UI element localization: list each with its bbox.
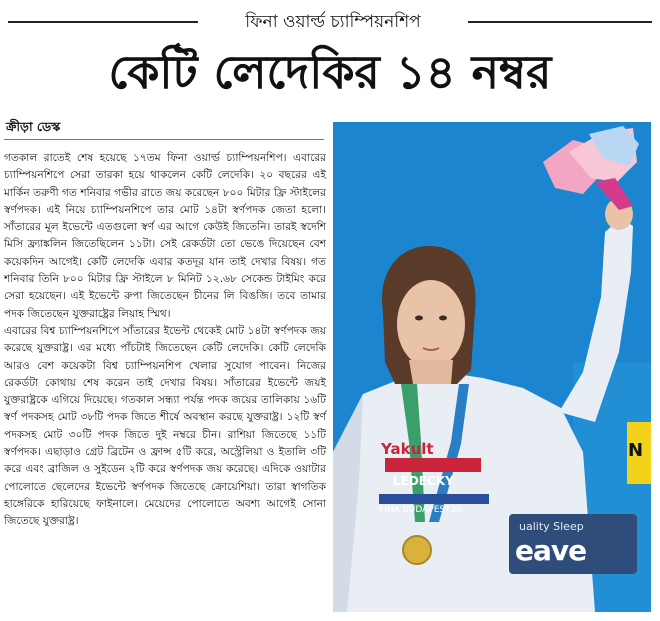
- sponsor-board: [509, 514, 637, 574]
- section-kicker: [0, 10, 660, 34]
- article-paragraph-1: গতকাল রাতেই শেষ হয়েছে ১৭তম ফিনা ওয়ার্ল্ড চ্যাম্পিয়নশিপ। এবারের চ্যাম্পিয়নশিপে সেরা তারকা হয়ে থাকলেন কেটি লেদেকি। ২০ বছরের এই মার্কিন তরুণী গত শনিবার গভীর রাতে জয় করেছেন ৮০০ মিটার ফ্রি স্টাইলের স্বর্ণপদক। এই নিয়ে চ্যাম্পিয়নশিপে তার মোট ১৪টা স্বর্ণপদক জেতা হলো। সাঁতারের মূল ইভেন্টে এতগুলো স্বর্ণ এর আগে কেউই জিতেনি। তারই স্বদেশি মিসি ফ্র্যাঙ্কলিন জিতেছিলেন ১১টা। সেই রেকর্ডটা তো ভেঙে দিয়েছেন বেশ কয়েকদিন আগেই। কেটি লেদেকি এবার কতদূর যান তাই দেখার বিষয়। গত শনিবার তিনি ৮০০ মিটার ফ্রি স্টাইলে ৮ মিনিট ১২.৬৮ সেকেন্ড টাইমিং করে সেরা হয়েছেন। এই ইভেন্টে রুপা জিতেছেন চীনের লি বিঙজি। তবে তামার পদক জিতেছেন যুক্তরাষ্ট্রের লিয়াহ স্মিথ।: [4, 152, 326, 320]
- kicker-rule-right: [468, 21, 652, 23]
- sponsor-line-1: uality Sleep: [519, 520, 584, 533]
- headline: কেটি লেদেকির ১৪ নম্বর: [108, 45, 552, 99]
- byline-divider: [4, 139, 324, 140]
- byline: ক্রীড়া ডেস্ক: [6, 119, 61, 134]
- article-photo: [333, 122, 651, 612]
- pool-sign: [627, 422, 651, 484]
- jacket-event: FINA BUDAPEST20: [379, 505, 463, 515]
- sponsor-line-2: eave: [515, 534, 587, 567]
- article-body: [4, 150, 326, 531]
- kicker-text: ফিনা ওয়ার্ল্ড চ্যাম্পিয়নশিপ: [245, 12, 421, 32]
- kicker-rule-left: [8, 21, 198, 23]
- jacket-name: LEDECKY: [393, 474, 454, 488]
- article-paragraph-2: এবারের বিশ্ব চ্যাম্পিয়নশিপে সাঁতারের ইভেন্ট থেকেই মোট ১৪টা স্বর্ণপদক জয় করেছে যুক্তরাষ্ট্র। এর মধ্যে পাঁচটাই জিতেছেন কেটি লেদেকি। কেটি লেদেকি আরও বেশ কয়েকটা বিশ্ব চ্যাম্পিয়নশিপ খেলার সুযোগ পাবেন। নিজের রেকর্ডটা কোথায় শেষ করেন তাই দেখার বিষয়। সাঁতারের ইভেন্টে জয়ই যুক্তরাষ্ট্রকে এগিয়ে দিয়েছে। গতকাল সন্ধ্যা পর্যন্ত পদক জয়ের তালিকায় ১৬টি স্বর্ণ পদকসহ মোট ৩৮টি পদক জিতে শীর্ষে অবস্থান করছে যুক্তরাষ্ট্র। ১২টি স্বর্ণ পদকসহ মোট ৩০টি পদক জিতে দুই নম্বরে চীন। রাশিয়া জিতেছে ১১টি স্বর্ণপদক। এছাড়াও গ্রেট ব্রিটেন ও ফ্রান্স ৫টি করে, অস্ট্রেলিয়া ও ইতালি ৩টি করে এবং ব্রাজিল ও সুইডেন ২টি করে স্বর্ণপদক জয় করেছে। এদিকে ওয়াটার পোলোতে ছেলেদের ইভেন্টে স্বর্ণপদক জিতেছে ক্রোয়েশিয়া। তারা স্বাগতিক হাঙ্গেরিকে হারিয়েছে ফাইনালে। মেয়েদের পোলোতে অবশ্য আগেই সোনা জিতেছে যুক্তরাষ্ট্র।: [4, 324, 326, 528]
- pool-sign-letter: N: [628, 440, 644, 461]
- jacket-brand: Yakult: [381, 440, 434, 458]
